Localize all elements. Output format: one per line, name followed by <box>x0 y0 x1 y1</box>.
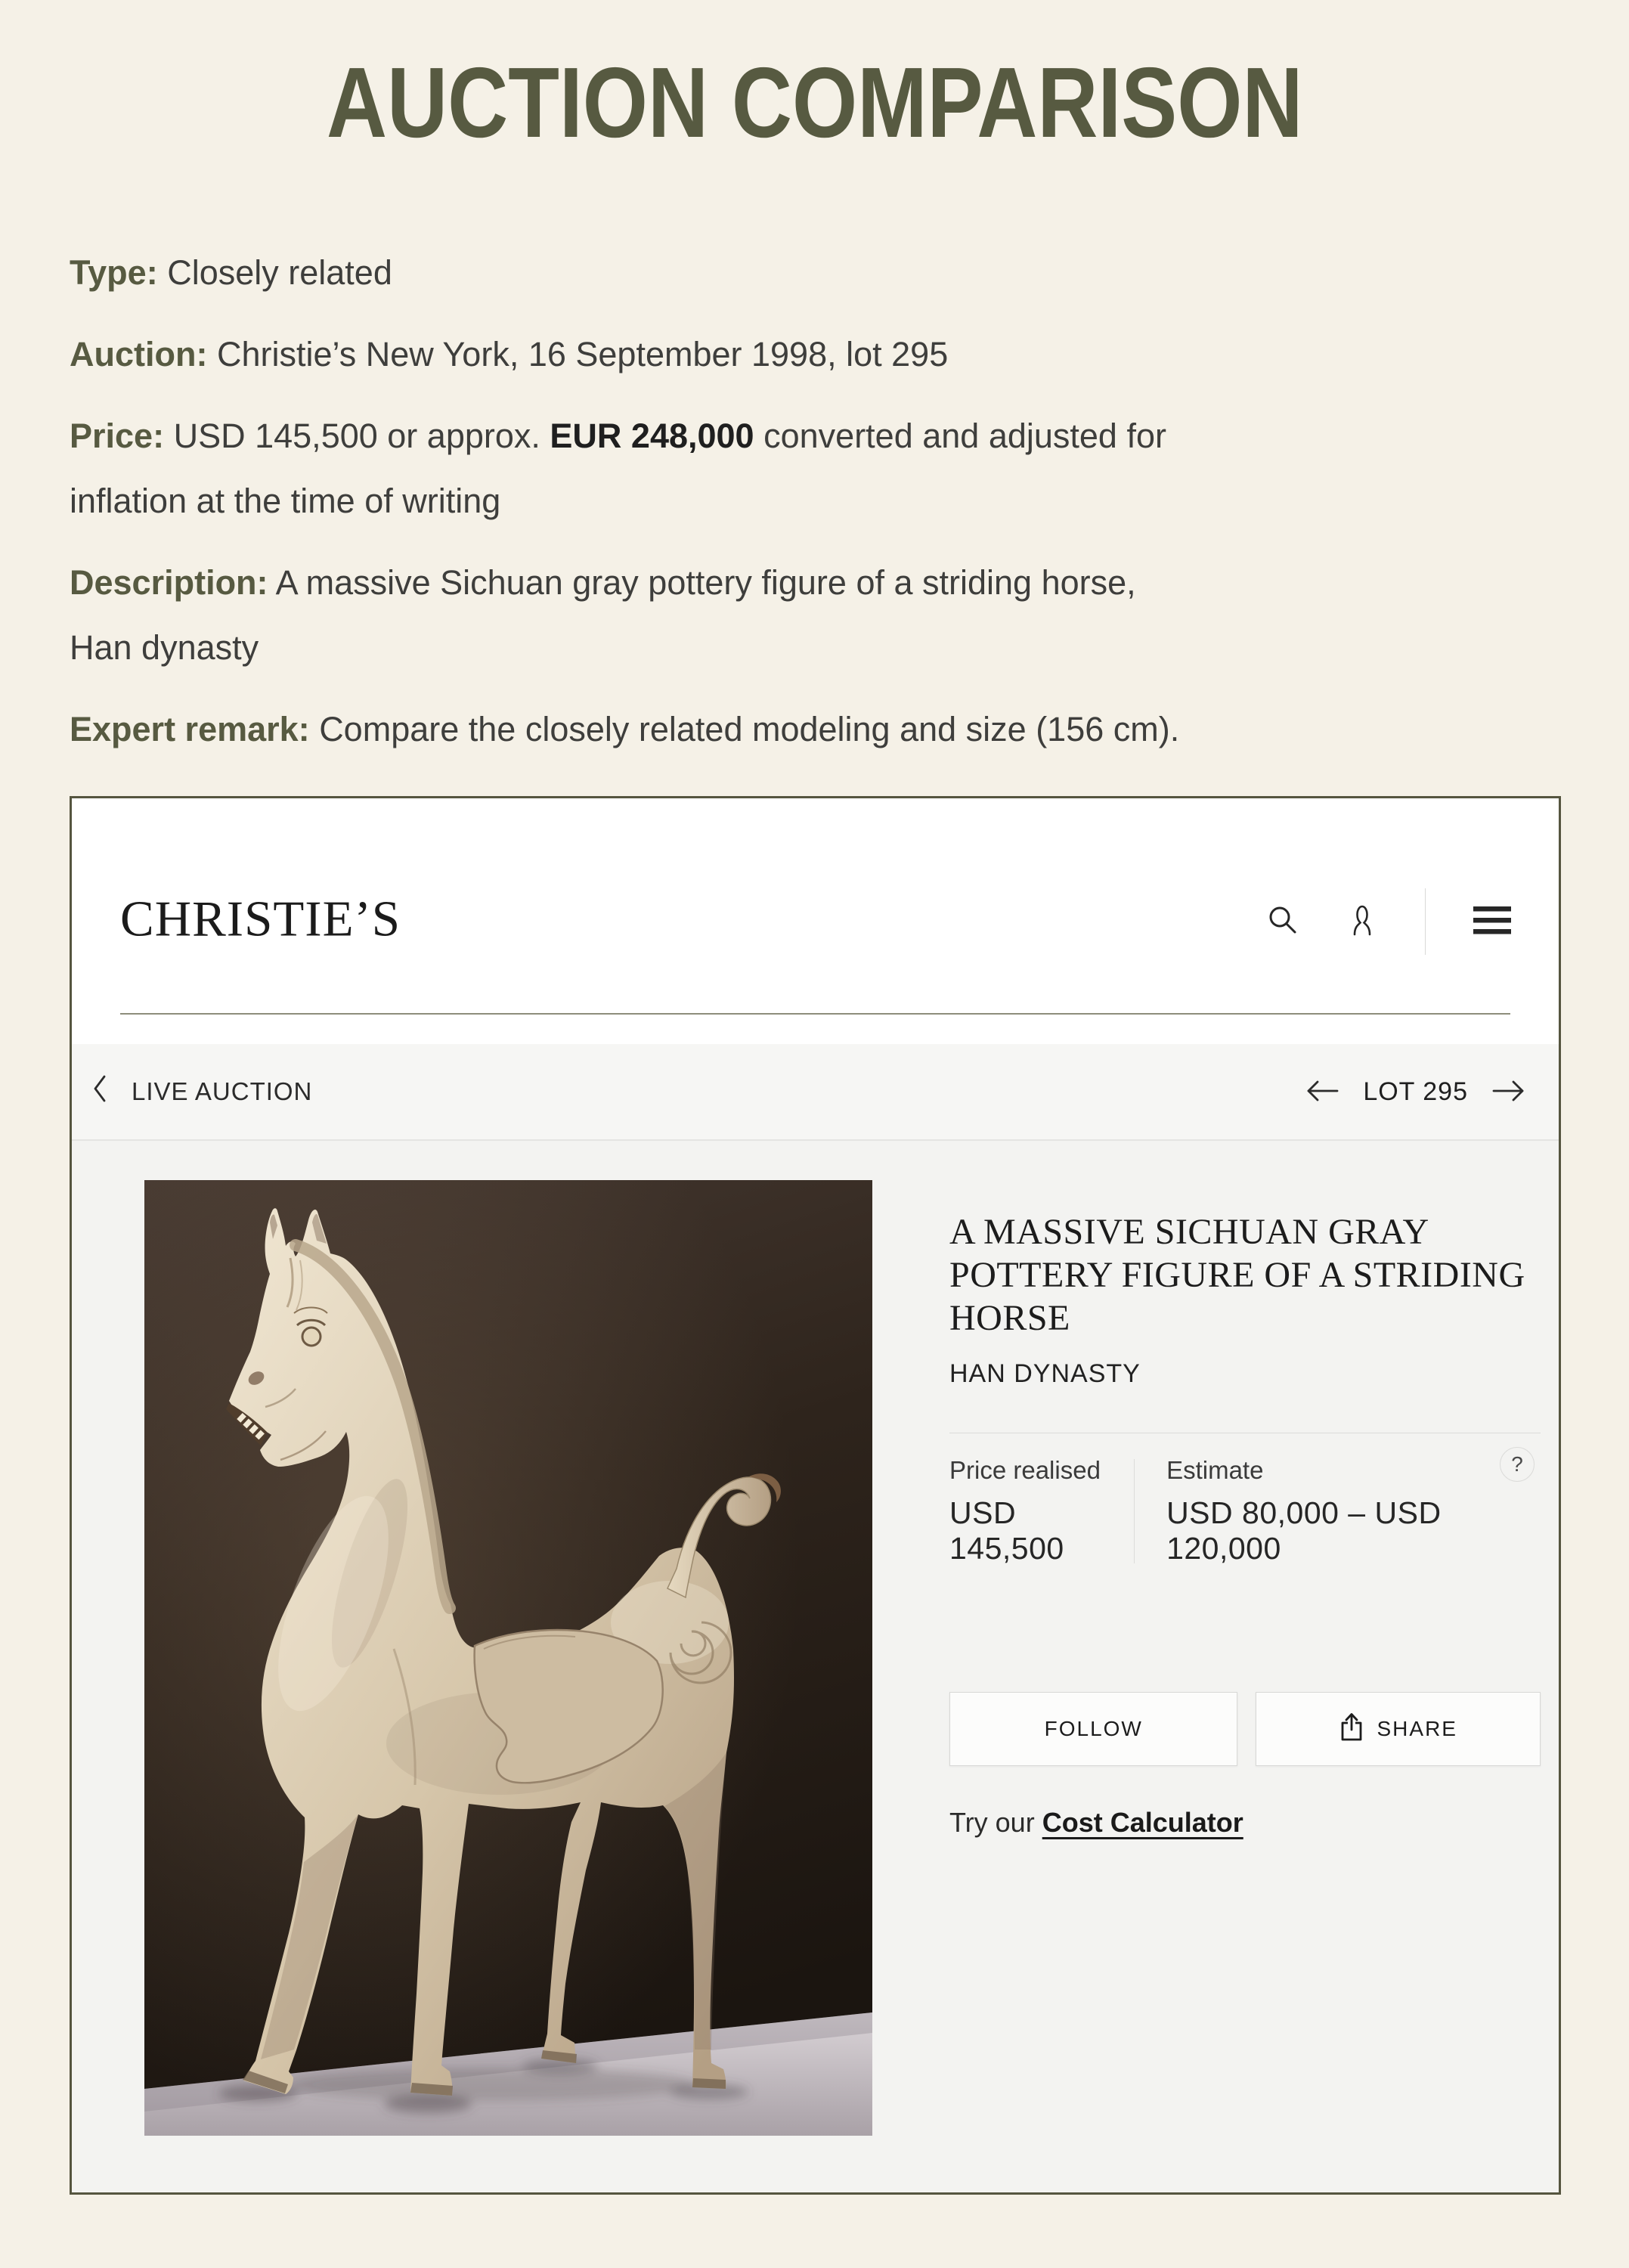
menu-button[interactable] <box>1473 903 1512 939</box>
arrow-left-icon <box>1302 1077 1342 1107</box>
arrow-right-icon <box>1489 1077 1528 1107</box>
auction-details <box>70 240 1570 779</box>
search-icon <box>1265 903 1299 940</box>
detail-row-auction <box>70 322 1570 387</box>
detail-row-description <box>70 550 1570 680</box>
previous-lot-button[interactable] <box>1302 1077 1342 1107</box>
lot-title: A MASSIVE SICHUAN GRAY POTTERY FIGURE OF A STRIDING HORSE <box>949 1212 1525 1338</box>
estimate-block <box>1135 1456 1541 1566</box>
back-to-live-auction[interactable] <box>92 1074 312 1109</box>
detail-row-expert <box>70 697 1570 762</box>
expert-remark-label: Expert remark: <box>70 710 310 748</box>
lot-navigation-bar <box>72 1044 1559 1141</box>
price-realised-block <box>949 1456 1134 1566</box>
auction-value: Christie’s New York, 16 September 1998, lot 295 <box>216 335 949 373</box>
follow-button[interactable] <box>949 1692 1237 1766</box>
live-auction-label: LIVE AUCTION <box>132 1077 313 1105</box>
price-value-3: inflation at the time of writing <box>70 482 501 520</box>
cost-calculator-link[interactable]: Cost Calculator <box>1042 1807 1243 1838</box>
chevron-left-icon <box>92 1074 107 1109</box>
search-button[interactable] <box>1265 903 1299 940</box>
page-title-text: AUCTION COMPARISON <box>326 47 1303 158</box>
site-header <box>72 798 1559 1044</box>
type-value: Closely related <box>167 253 392 292</box>
expert-remark-value: Compare the closely related modeling and size (156 cm). <box>319 710 1180 748</box>
estimate-value: USD 80,000 – USD 120,000 <box>1166 1495 1442 1566</box>
lot-dynasty: HAN DYNASTY <box>949 1359 1141 1388</box>
lot-pager <box>1302 1077 1528 1107</box>
pottery-horse-illustration <box>144 1180 872 2136</box>
description-value-2: Han dynasty <box>70 628 259 667</box>
next-lot-button[interactable] <box>1489 1077 1528 1107</box>
description-label: Description: <box>70 563 268 602</box>
hamburger-menu-icon <box>1473 903 1512 939</box>
lot-actions <box>949 1692 1541 1766</box>
price-value-2: converted and adjusted for <box>763 417 1166 455</box>
detail-row-price <box>70 404 1570 534</box>
lot-content <box>72 1141 1559 2193</box>
share-label: SHARE <box>1377 1717 1457 1740</box>
lot-info <box>949 1210 1541 1866</box>
price-realised-value: USD 145,500 <box>949 1495 1064 1566</box>
question-mark-icon: ? <box>1511 1452 1523 1476</box>
estimate-help-button[interactable] <box>1500 1447 1535 1482</box>
user-icon <box>1346 903 1378 940</box>
type-label: Type: <box>70 253 158 292</box>
christies-logo[interactable]: CHRISTIE’S <box>120 890 401 947</box>
lot-number-label: LOT 295 <box>1363 1077 1468 1106</box>
header-rule <box>120 1013 1510 1015</box>
price-realised-label: Price realised <box>949 1456 1101 1484</box>
share-button[interactable] <box>1256 1692 1541 1766</box>
price-row <box>949 1452 1541 1566</box>
christies-screenshot-card <box>70 796 1561 2195</box>
cost-calculator-line <box>949 1807 1541 1839</box>
header-divider <box>1425 888 1426 955</box>
account-button[interactable] <box>1346 903 1378 940</box>
price-value-1: USD 145,500 or approx. <box>173 417 540 455</box>
follow-label: FOLLOW <box>1044 1717 1143 1740</box>
estimate-label: Estimate <box>1166 1456 1264 1484</box>
calculator-prefix: Try our <box>949 1807 1035 1838</box>
description-value-1: A massive Sichuan gray pottery figure of a striding horse, <box>275 563 1136 602</box>
price-value-eur: EUR 248,000 <box>550 417 754 455</box>
share-icon <box>1339 1712 1364 1747</box>
page-title <box>0 30 1629 175</box>
auction-label: Auction: <box>70 335 208 373</box>
lot-photo-han-pottery-horse[interactable] <box>144 1180 872 2136</box>
detail-row-type <box>70 240 1570 305</box>
price-label: Price: <box>70 417 165 455</box>
header-icons <box>1265 798 1512 1044</box>
